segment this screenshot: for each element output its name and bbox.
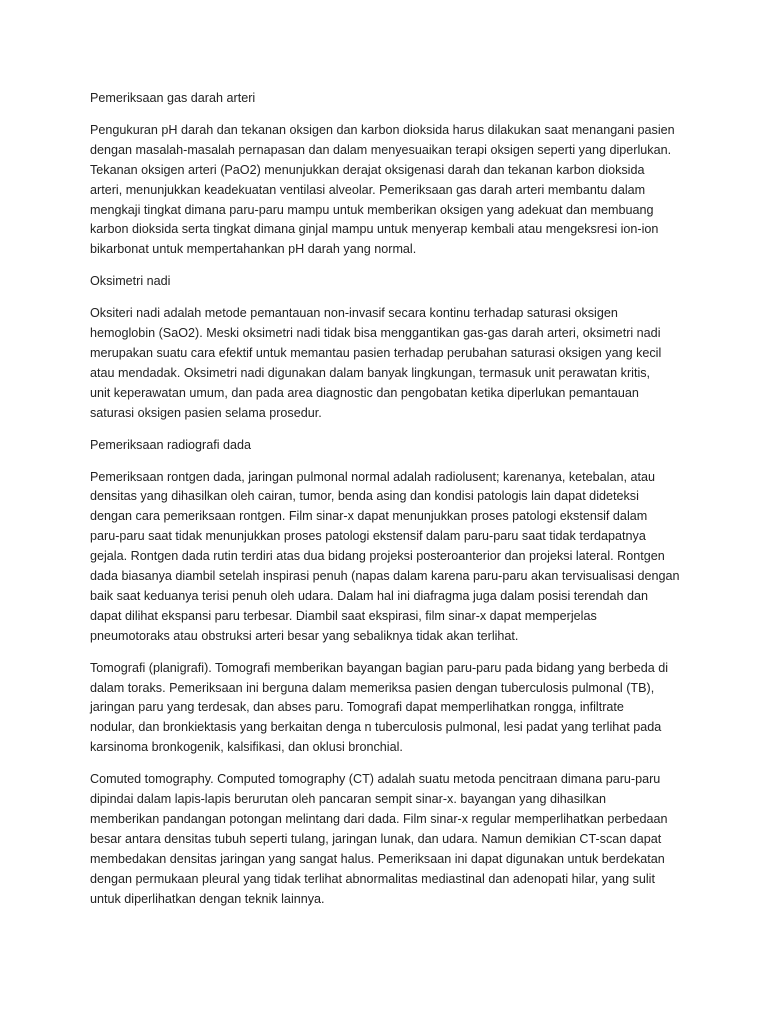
document-body <box>90 89 686 922</box>
section-heading: Pemeriksaan radiografi dada <box>90 437 252 452</box>
paragraph: Tomografi (planigrafi). Tomografi memberikan bayangan bagian paru-paru pada bidang yang berbeda di dalam toraks. Pemeriksaan ini berguna dalam memeriksa pasien dengan tuberculosis pulmonal (TB), jaringan paru yang terdesak, dan abses paru. Tomografi dapat memperlihatkan rongga, infiltrate nodular, dan bronkiektasis yang berkaitan denga n tuberculosis pulmonal, lesi padat yang terlihat pada karsinoma bronkogenik, kalsifikasi, dan oklusi bronchial. <box>90 660 669 755</box>
section-gas-darah-arteri <box>90 89 686 260</box>
paragraph: Pengukuran pH darah dan tekanan oksigen dan karbon dioksida harus dilakukan saat menangani pasien dengan masalah-masalah pernapasan dan dalam menyesuaikan terapi oksigen seperti yang diperlukan. Tekanan oksigen arteri (PaO2) menunjukkan derajat oksigenasi darah dan tekanan karbon dioksida arteri, menunjukkan keadekuatan ventilasi alveolar. Pemeriksaan gas darah arteri membantu dalam mengkaji tingkat dimana paru-paru mampu untuk memberikan oksigen yang adekuat dan membuang karbon dioksida serta tingkat dimana ginjal mampu untuk menyerap kembali atau mengeksresi ion-ion bikarbonat untuk mempertahankan pH darah yang normal. <box>90 122 675 257</box>
paragraph: Pemeriksaan rontgen dada, jaringan pulmonal normal adalah radiolusent; karenanya, ketebalan, atau densitas yang dihasilkan oleh cairan, tumor, benda asing dan kondisi patologis lain dapat dideteksi dengan cara pemeriksaan rontgen. Film sinar-x dapat menunjukkan proses patologi ekstensif dalam paru-paru saat tidak menunjukkan proses patologi ekstensif dalam paru-paru saat tidak terdapatnya gejala. Rontgen dada rutin terdiri atas dua bidang projeksi posteroanterior dan projeksi lateral. Rontgen dada biasanya diambil setelah inspirasi penuh (napas dalam karena paru-paru akan tervisualisasi dengan baik saat keduanya terisi penuh oleh udara. Dalam hal ini diafragma juga dalam posisi terendah dan dapat dilihat ekspansi paru terbesar. Diambil saat ekspirasi, film sinar-x dapat memperjelas pneumotoraks atau obstruksi arteri besar yang sebaliknya tidak akan terlihat. <box>90 469 680 643</box>
section-heading: Oksimetri nadi <box>90 274 171 289</box>
section-radiografi-dada <box>90 436 686 910</box>
section-heading: Pemeriksaan gas darah arteri <box>90 91 256 105</box>
section-oksimetri-nadi <box>90 272 686 423</box>
paragraph: Oksiteri nadi adalah metode pemantauan non-invasif secara kontinu terhadap saturasi oksigen hemoglobin (SaO2). Meski oksimetri nadi tidak bisa menggantikan gas-gas darah arteri, oksimetri nadi merupakan suatu cara efektif untuk memantau pasien terhadap perubahan saturasi oksigen yang kecil atau mendadak. Oksimetri nadi digunakan dalam banyak lingkungan, termasuk unit perawatan kritis, unit keperawatan umum, dan pada area diagnostic dan pengobatan ketika diperlukan pemantauan saturasi oksigen pasien selama prosedur. <box>90 306 662 420</box>
paragraph: Comuted tomography. Computed tomography (CT) adalah suatu metoda pencitraan dimana paru-paru dipindai dalam lapis-lapis berurutan oleh pancaran sempit sinar-x. bayangan yang dihasilkan memberikan pandangan potongan melintang dari dada. Film sinar-x regular memperlihatkan perbedaan besar antara densitas tubuh seperti tulang, jaringan lunak, dan udara. Namun demikian CT-scan dapat membedakan densitas jaringan yang sangat halus. Pemeriksaan ini dapat digunakan untuk berdekatan dengan permukaan pleural yang tidak terlihat abnormalitas mediastinal dan adenopati hilar, yang sulit untuk diperlihatkan dengan teknik lainnya. <box>90 772 668 906</box>
